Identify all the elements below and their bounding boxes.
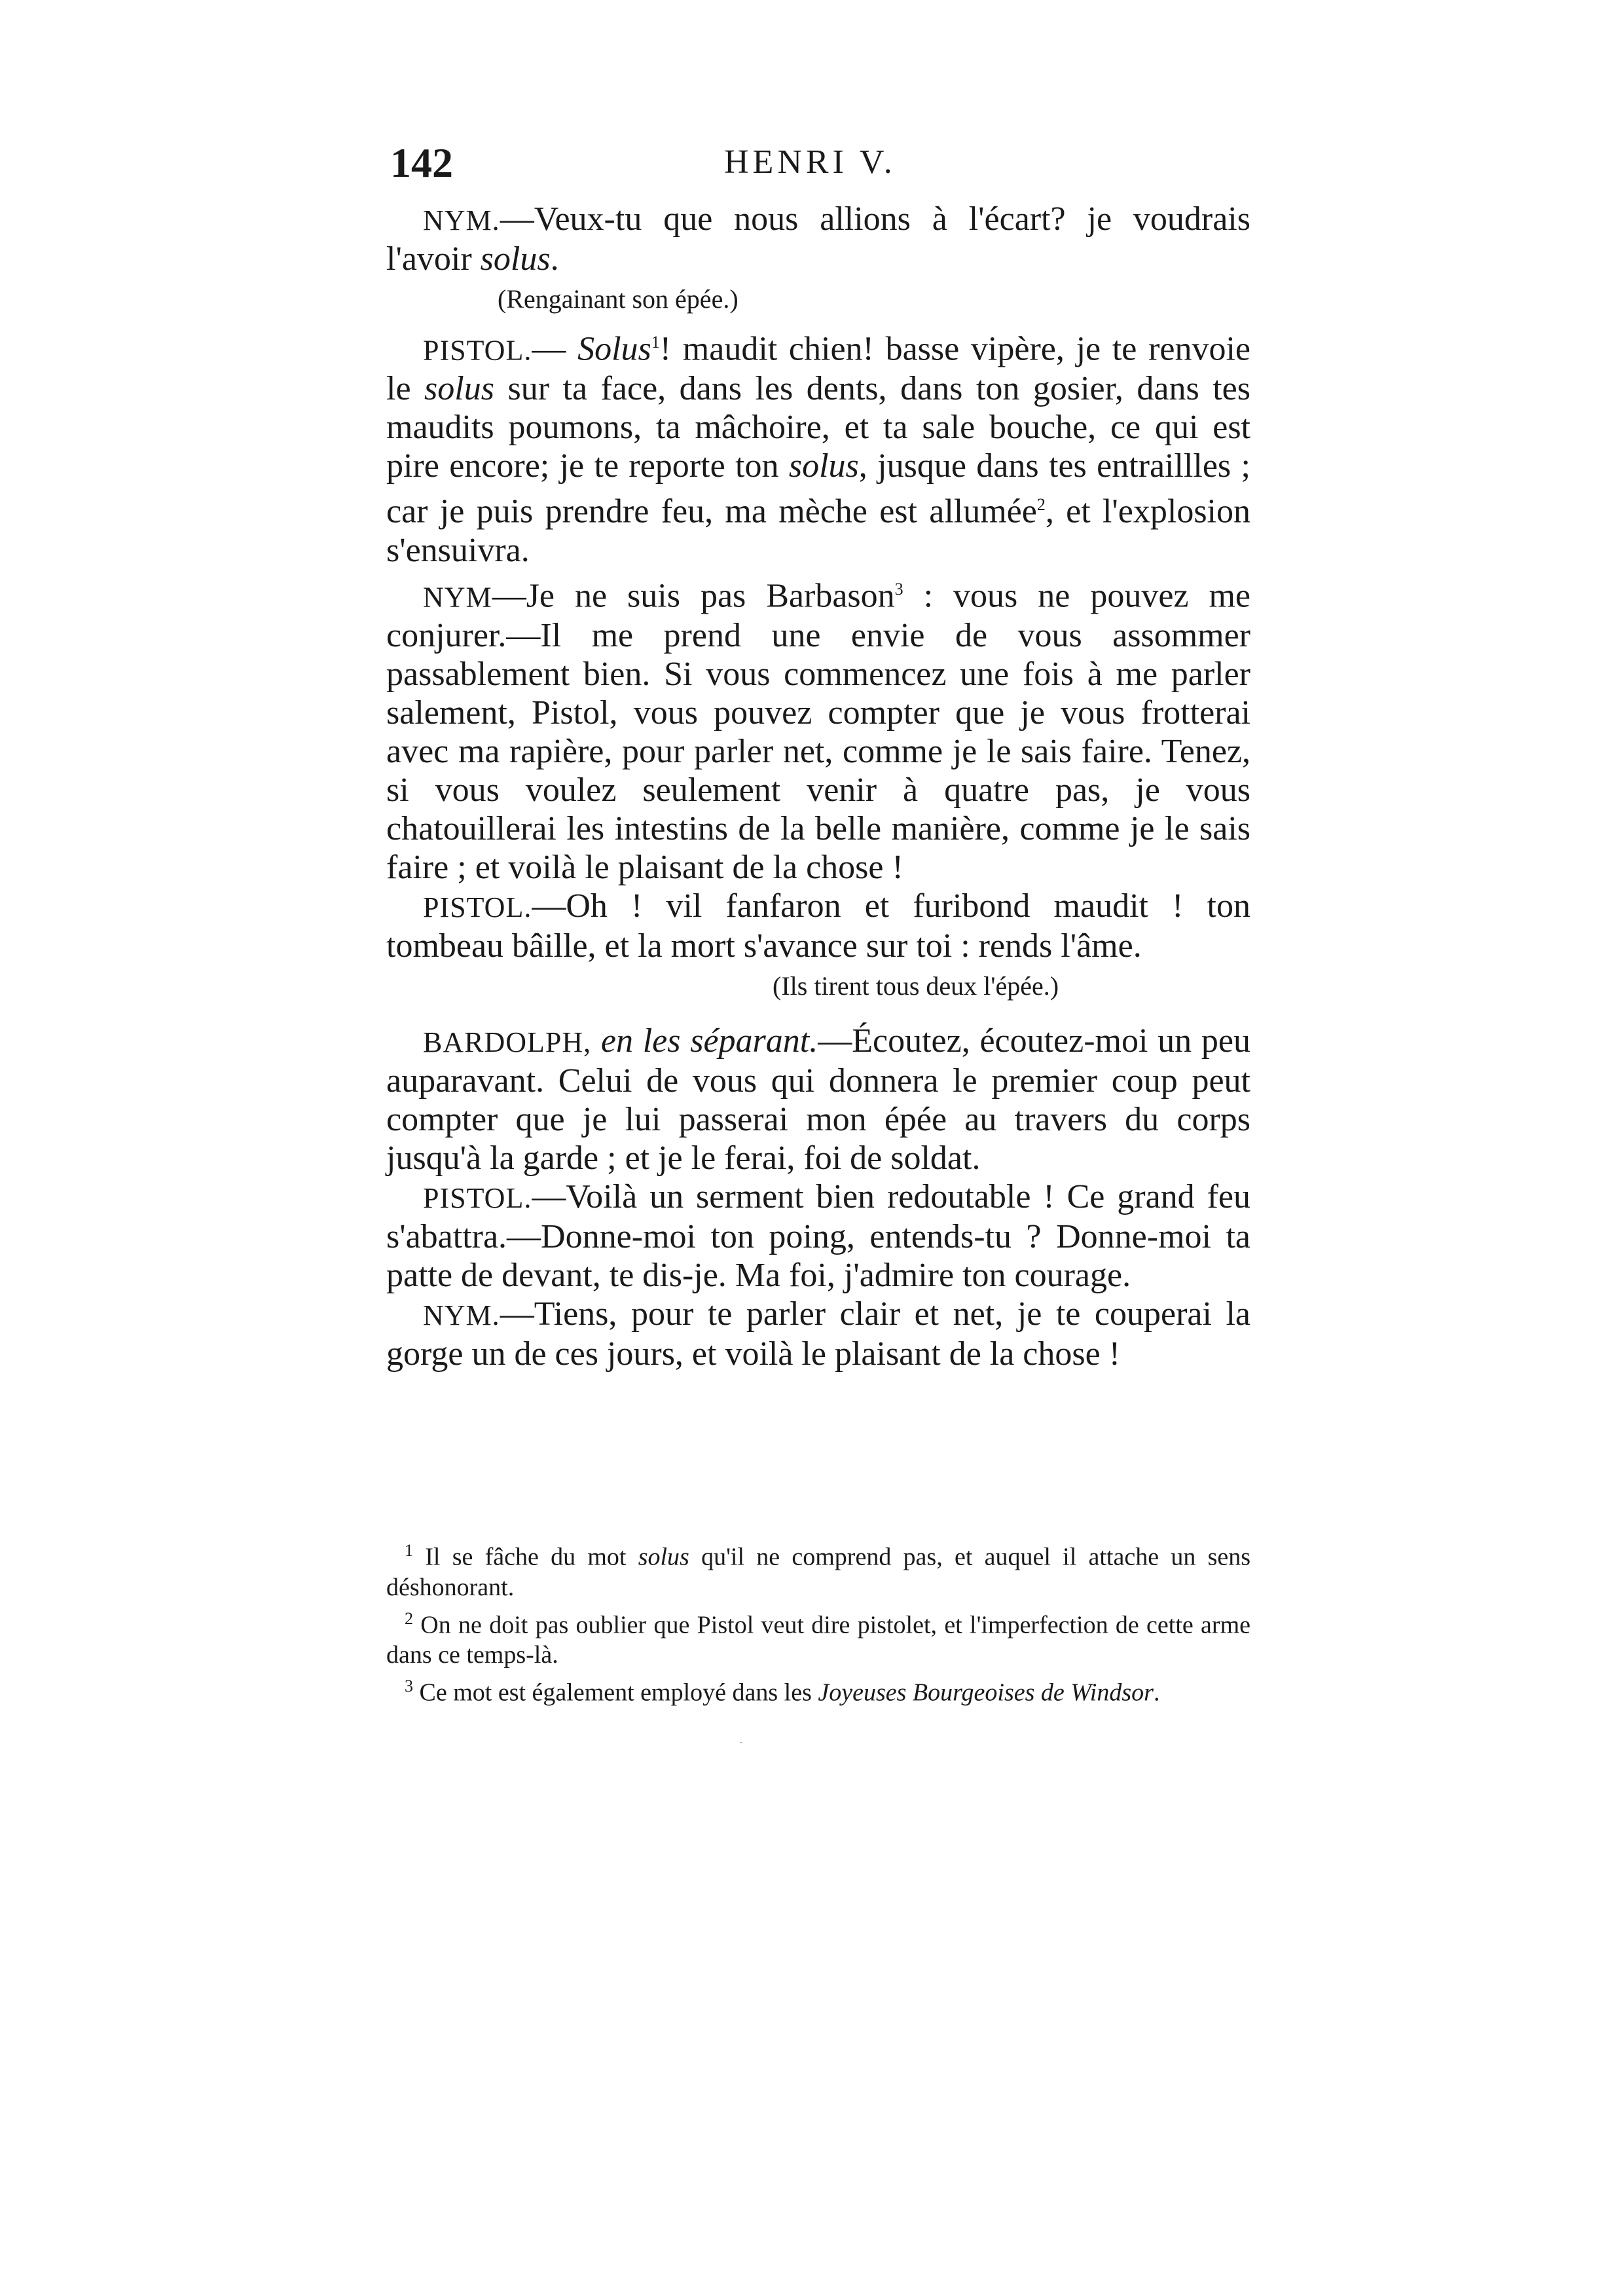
dialogue-nym-2: [386, 570, 1250, 887]
play-text: [386, 200, 1250, 1373]
footnote-text: .: [1153, 1678, 1160, 1707]
italic-word: solus: [424, 370, 494, 408]
footnote-ref: 3: [894, 579, 903, 599]
speaker: BARDOLPH,: [423, 1026, 592, 1058]
speaker: PISTOL.: [423, 1181, 532, 1214]
page-header: [390, 139, 1267, 185]
speech: —Oh ! vil fanfaron et furibond maudit ! ton tombeau bâille, et la mort s'avance sur toi : rends l'âme.: [386, 887, 1250, 965]
speech: , jusque dans tes entraillles ; car je puis prendre feu, ma mèche est allumée: [386, 447, 1250, 530]
dialogue-bardolph: [386, 1022, 1250, 1177]
dialogue-pistol-1: [386, 323, 1250, 570]
italic-word: solus: [788, 447, 859, 485]
speech: ! maudit chien! basse vipère, je te renvoie le: [386, 330, 1251, 408]
speech: sur ta face, dans les dents, dans ton gosier, dans tes maudits poumons, ta mâchoire, et ta sale bouche, ce qui est pire encore; je te reporte ton: [386, 370, 1250, 485]
footnote-italic: solus: [638, 1543, 689, 1571]
stage-direction: (Ils tirent tous deux l'épée.): [773, 971, 1059, 1001]
italic-word: solus: [480, 240, 551, 278]
speech: : vous ne pouvez me conjurer.—Il me prend une envie de vous assommer passablement bien. Si vous commencez une fois à me parler salement, Pistol, vous pouvez compter que je vous frotterai avec ma rapière, pour parler net, comme je le sais faire. Tenez, si vous voulez seulement venir à quatre pas, je vous chatouillerai les intestins de la belle manière, comme je le sais faire ; et voilà le plaisant de la chose !: [386, 576, 1250, 886]
dash: —: [532, 330, 578, 368]
dialogue-nym-1: [386, 200, 1250, 278]
footnote-1: [386, 1536, 1250, 1602]
speech: —Veux-tu que nous allions à l'écart? je voudrais l'avoir: [386, 200, 1250, 278]
speaker: NYM.: [423, 1299, 500, 1331]
footnote-text: On ne doit pas oublier que Pistol veut dire pistolet, et l'imperfection de cette arme dans ce temps-là.: [386, 1611, 1250, 1669]
footnote-mark: 2: [405, 1608, 413, 1628]
dialogue-nym-3: [386, 1295, 1250, 1373]
print-speck: [740, 1742, 742, 1743]
speaker: PISTOL.: [423, 334, 532, 367]
footnote-mark: 3: [405, 1676, 413, 1696]
speech: —Tiens, pour te parler clair et net, je te couperai la gorge un de ces jours, et voilà le plaisant de la chose !: [386, 1295, 1250, 1373]
footnote-2: [386, 1604, 1250, 1671]
dialogue-pistol-2: [386, 887, 1250, 965]
stage-direction: (Rengainant son épée.): [498, 284, 739, 314]
dialogue-pistol-3: [386, 1177, 1250, 1295]
speaker: NYM.: [423, 204, 500, 236]
speech-tail: .: [550, 240, 559, 278]
italic-direction: en les séparant.: [591, 1022, 818, 1060]
speech: —Écoutez, écoutez-moi un peu auparavant. Celui de vous qui donnera le premier coup peut compter que je lui passerai mon épée au travers du corps jusqu'à la garde ; et je le ferai, foi de soldat.: [386, 1022, 1251, 1177]
footnote-ref: 2: [1036, 495, 1046, 515]
footnote-text: Il se fâche du mot: [425, 1543, 638, 1571]
page-number: 142: [390, 139, 453, 186]
speech: , et l'explosion s'ensuivra.: [386, 492, 1250, 569]
footnote-ref: 1: [651, 333, 660, 352]
footnote-italic: Joyeuses Bourgeoises de Windsor: [818, 1678, 1154, 1707]
footnote-text: qu'il ne comprend pas, et auquel il attache un sens déshonorant.: [386, 1543, 1251, 1601]
footnote-text: Ce mot est également employé dans les: [419, 1678, 818, 1707]
footnotes: [386, 1536, 1250, 1709]
speaker: NYM: [423, 580, 492, 613]
footnote-3: [386, 1671, 1250, 1708]
speech: —Je ne suis pas Barbason: [492, 576, 895, 614]
running-title: HENRI V.: [724, 143, 896, 181]
italic-word: Solus: [577, 330, 651, 368]
footnote-mark: 1: [405, 1541, 413, 1560]
speaker: PISTOL.: [423, 891, 532, 923]
speech: —Voilà un serment bien redoutable ! Ce grand feu s'abattra.—Donne-moi ton poing, entends-tu ? Donne-moi ta patte de devant, te dis-je. Ma foi, j'admire ton courage.: [386, 1177, 1250, 1294]
